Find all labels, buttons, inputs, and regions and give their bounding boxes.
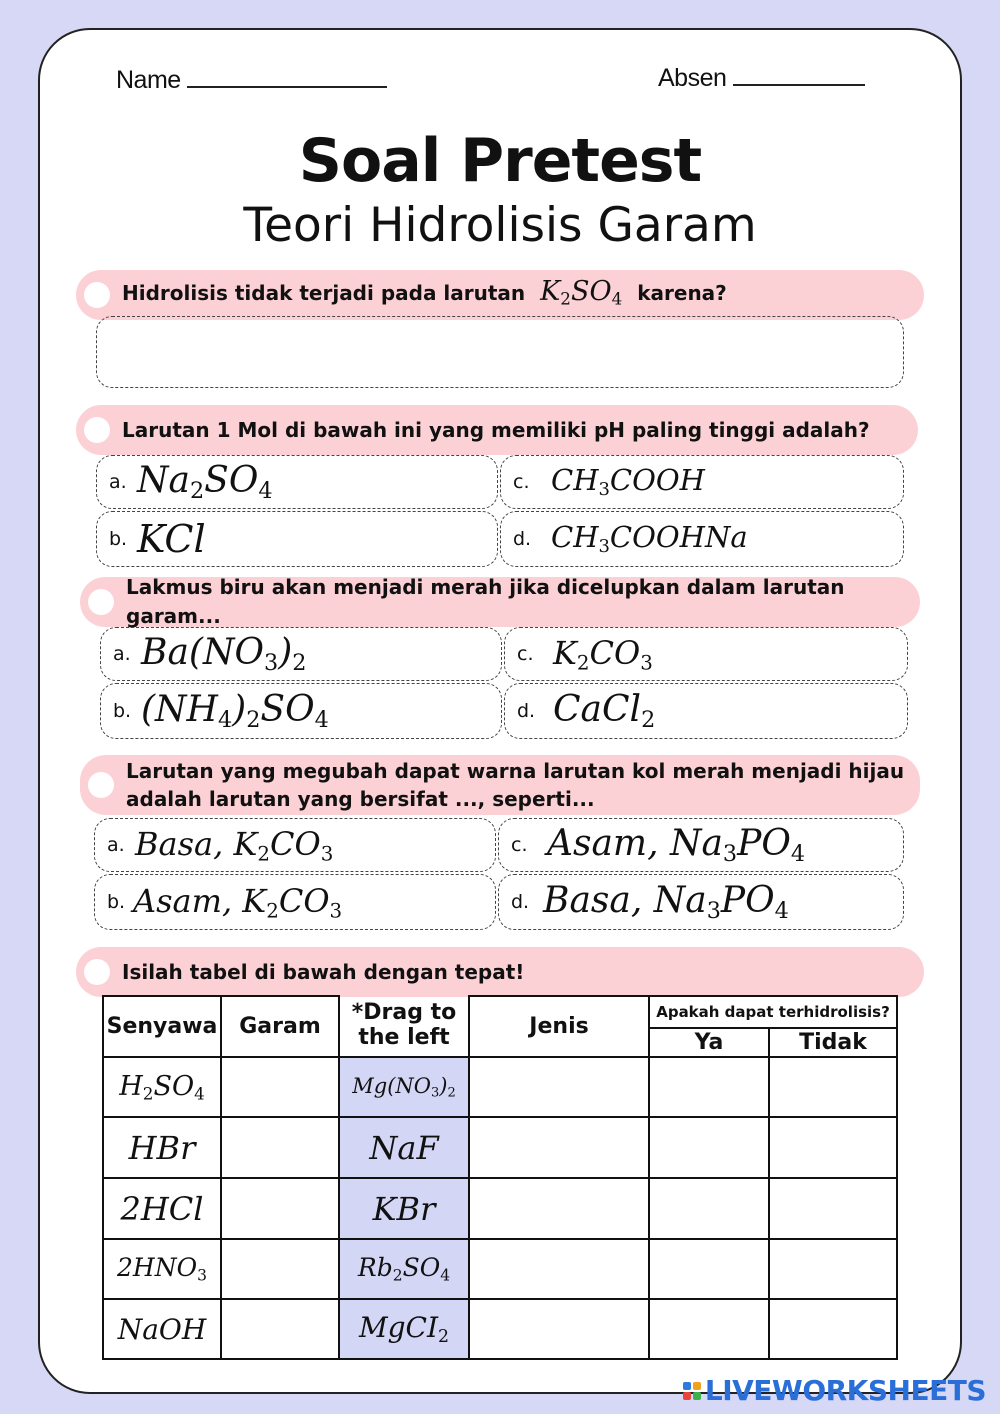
drag-item[interactable]: NaF [339,1117,469,1178]
ya-cell[interactable] [649,1057,769,1117]
ya-cell[interactable] [649,1178,769,1239]
q3-option-c[interactable]: c. $K_2CO_3$ [504,627,908,681]
ya-cell[interactable] [649,1299,769,1359]
tidak-cell[interactable] [769,1057,897,1117]
ya-cell[interactable] [649,1239,769,1299]
absen-label: Absen [658,64,727,92]
garam-drop-cell[interactable] [221,1057,339,1117]
question-bullet [88,772,114,798]
table-row [103,1299,897,1359]
table-row [103,1057,897,1117]
tidak-cell[interactable] [769,1117,897,1178]
liveworksheets-logo: LIVEWORKSHEETS [683,1374,986,1407]
tidak-cell[interactable] [769,1178,897,1239]
header-jenis: Jenis [469,996,649,1057]
question-1-answer-box[interactable] [96,316,904,388]
jenis-input-cell[interactable] [469,1239,649,1299]
garam-drop-cell[interactable] [221,1299,339,1359]
q4-option-a[interactable]: a. Basa, $K_2CO_3$ [94,818,496,872]
name-line [187,68,387,88]
q4-option-c[interactable]: c. Asam, $Na_3PO_4$ [498,818,904,872]
question-bullet [84,282,110,308]
q4-option-d[interactable]: d. Basa, $Na_3PO_4$ [498,874,904,930]
garam-drop-cell[interactable] [221,1239,339,1299]
header-tidak: Tidak [769,1028,897,1057]
table-row [103,1239,897,1299]
q2-option-d[interactable]: d. $CH_3COOHNa$ [500,511,904,567]
name-field [116,66,387,95]
table-row [103,1117,897,1178]
header-garam: Garam [221,996,339,1057]
q3-option-d[interactable]: d. CaCl$_2$ [504,683,908,739]
question-bullet [84,417,110,443]
q3-option-b[interactable]: b. $(NH_4)_2SO_4$ [100,683,502,739]
q2-option-a[interactable]: a. $Na_2SO_4$ [96,455,498,509]
absen-field [658,64,865,93]
jenis-input-cell[interactable] [469,1117,649,1178]
header-ya: Ya [649,1028,769,1057]
senyawa-cell: 2HCl [103,1178,221,1239]
question-3-text: Lakmus biru akan menjadi merah jika dicelupkan dalam larutan garam... [126,575,845,628]
senyawa-cell: NaOH [103,1299,221,1359]
page-title: Soal Pretest [298,126,702,196]
drag-note: *Drag to the left [339,996,469,1057]
ya-cell[interactable] [649,1117,769,1178]
garam-drop-cell[interactable] [221,1178,339,1239]
senyawa-cell: $H_2SO_4$ [103,1057,221,1117]
q3-option-a[interactable]: a. $Ba(NO_3)_2$ [100,627,502,681]
hydrolysis-table [102,995,898,1360]
tidak-cell[interactable] [769,1239,897,1299]
question-5-bar [76,947,924,997]
q2-option-b[interactable]: b. KCl [96,511,498,567]
tidak-cell[interactable] [769,1299,897,1359]
question-1-bar [76,270,924,320]
question-4-text: Larutan yang megubah dapat warna larutan kol merah menjadi hijau adalah larutan yang bersifat ..., seperti... [126,759,905,811]
jenis-input-cell[interactable] [469,1057,649,1117]
name-label: Name [116,66,181,94]
senyawa-cell: HBr [103,1117,221,1178]
question-bullet [84,959,110,985]
absen-line [733,66,865,86]
q2-option-c[interactable]: c. $CH_3COOH$ [500,455,904,509]
header-senyawa: Senyawa [103,996,221,1057]
q4-option-b[interactable]: b. Asam, $K_2CO_3$ [94,874,496,930]
question-4-bar [80,755,920,815]
question-1-text: Hidrolisis tidak terjadi pada larutan $K_2SO_4$ karena? [122,275,727,309]
table-row [103,1178,897,1239]
drag-item[interactable]: $Mg(NO_3)_2$ [339,1057,469,1117]
question-3-bar [80,577,920,627]
liveworksheets-icon [683,1382,701,1400]
question-2-text: Larutan 1 Mol di bawah ini yang memiliki pH paling tinggi adalah? [122,417,870,442]
garam-drop-cell[interactable] [221,1117,339,1178]
drag-item[interactable]: $Rb_2SO_4$ [339,1239,469,1299]
drag-item[interactable]: KBr [339,1178,469,1239]
jenis-input-cell[interactable] [469,1178,649,1239]
drag-item[interactable]: MgCI$_2$ [339,1299,469,1359]
page-subtitle: Teori Hidrolisis Garam [243,198,757,253]
senyawa-cell: $2HNO_3$ [103,1239,221,1299]
question-2-bar [76,405,918,455]
question-bullet [88,589,114,615]
header-apakah: Apakah dapat terhidrolisis? [649,996,897,1028]
question-5-text: Isilah tabel di bawah dengan tepat! [122,959,525,984]
jenis-input-cell[interactable] [469,1299,649,1359]
